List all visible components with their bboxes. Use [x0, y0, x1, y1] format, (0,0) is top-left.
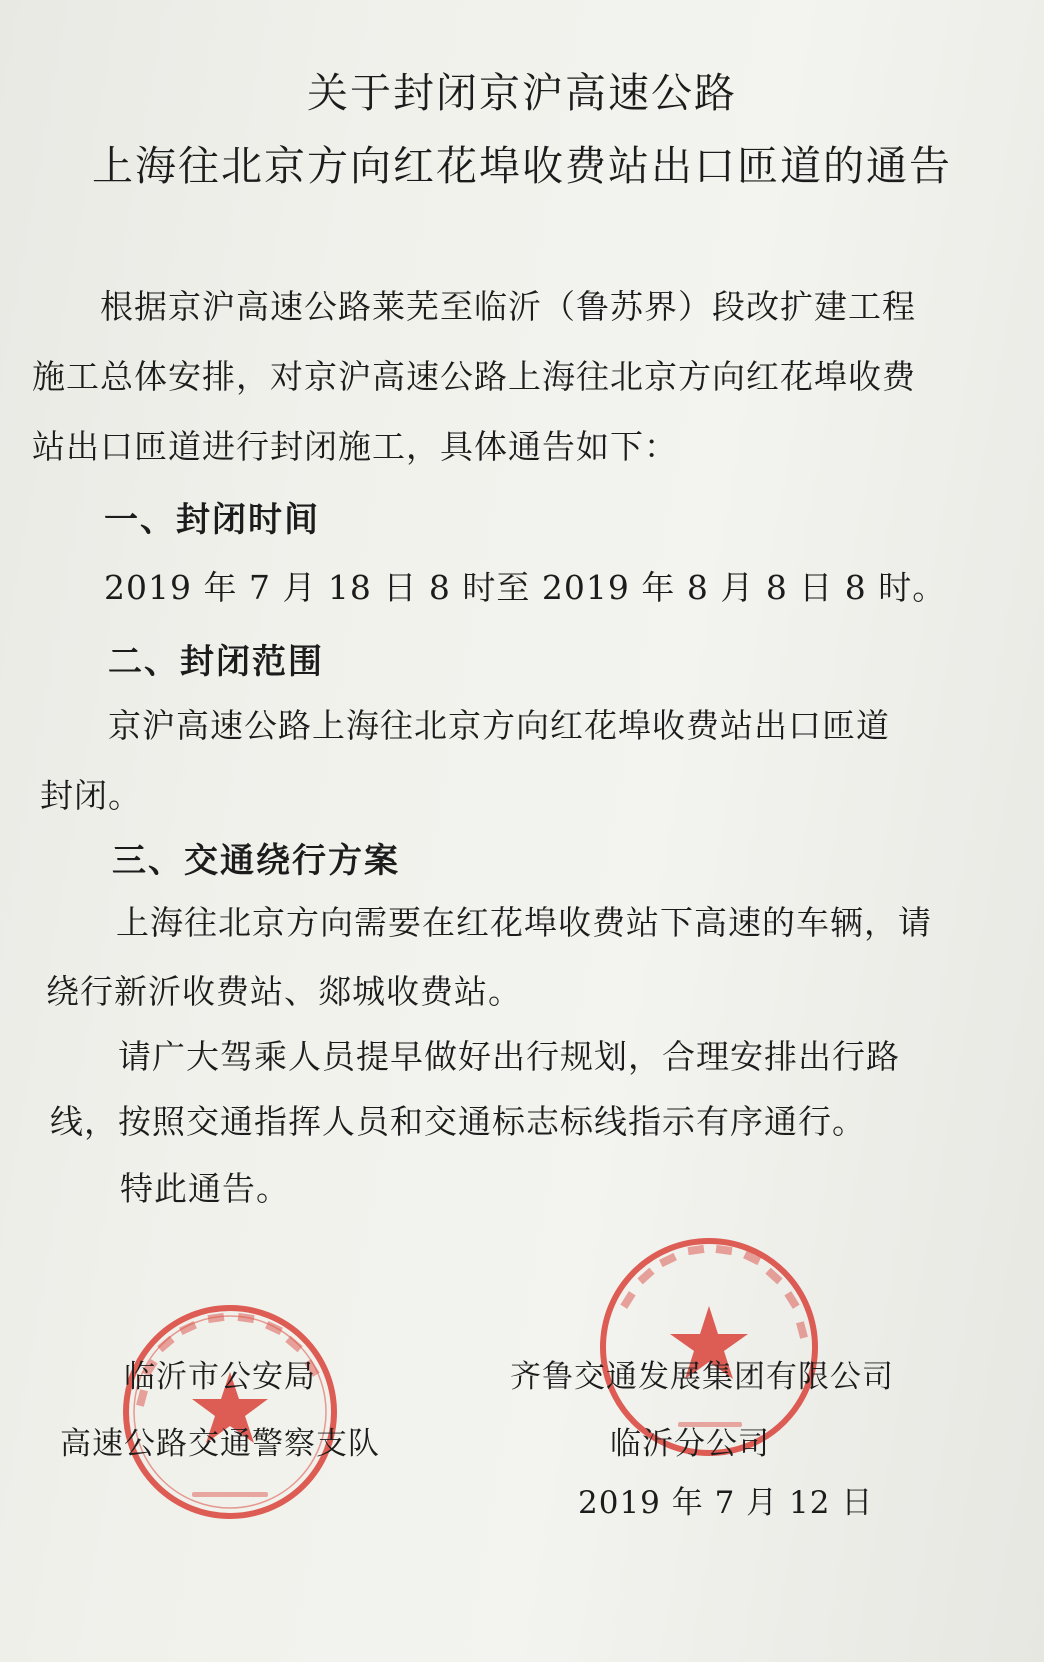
signature-left-line1: 临沂市公安局 [124, 1359, 316, 1395]
section1-heading: 一、封闭时间 [104, 500, 320, 540]
closing-text: 特此通告。 [120, 1169, 290, 1208]
section1-text: 2019 年 7 月 18 日 8 时至 2019 年 8 月 8 日 8 时。 [104, 568, 947, 607]
signature-right-line1: 齐鲁交通发展集团有限公司 [510, 1359, 894, 1395]
signature-left-line2: 高速公路交通警察支队 [60, 1426, 380, 1462]
intro-line-2: 施工总体安排，对京沪高速公路上海往北京方向红花埠收费 [32, 357, 916, 396]
section2-heading: 二、封闭范围 [108, 642, 324, 682]
section2-line-1: 京沪高速公路上海往北京方向红花埠收费站出口匝道 [108, 706, 890, 745]
notice-date: 2019 年 7 月 12 日 [578, 1485, 874, 1521]
police-seal [118, 1300, 342, 1524]
section3-heading: 三、交通绕行方案 [112, 841, 400, 881]
intro-line-1: 根据京沪高速公路莱芜至临沂（鲁苏界）段改扩建工程 [100, 287, 916, 326]
section3-line-2: 绕行新沂收费站、郯城收费站。 [46, 972, 522, 1011]
advice-line-2: 线，按照交通指挥人员和交通标志标线指示有序通行。 [50, 1102, 866, 1141]
signature-right-line2: 临沂分公司 [610, 1426, 770, 1462]
section3-line-1: 上海往北京方向需要在红花埠收费站下高速的车辆，请 [116, 903, 932, 942]
intro-line-3: 站出口匝道进行封闭施工，具体通告如下： [32, 427, 678, 466]
advice-line-1: 请广大驾乘人员提早做好出行规划，合理安排出行路 [118, 1037, 900, 1076]
section2-line-2: 封闭。 [40, 776, 142, 815]
notice-title-line2: 上海往北京方向红花埠收费站出口匝道的通告 [92, 142, 952, 190]
notice-title-line1: 关于封闭京沪高速公路 [307, 69, 737, 117]
